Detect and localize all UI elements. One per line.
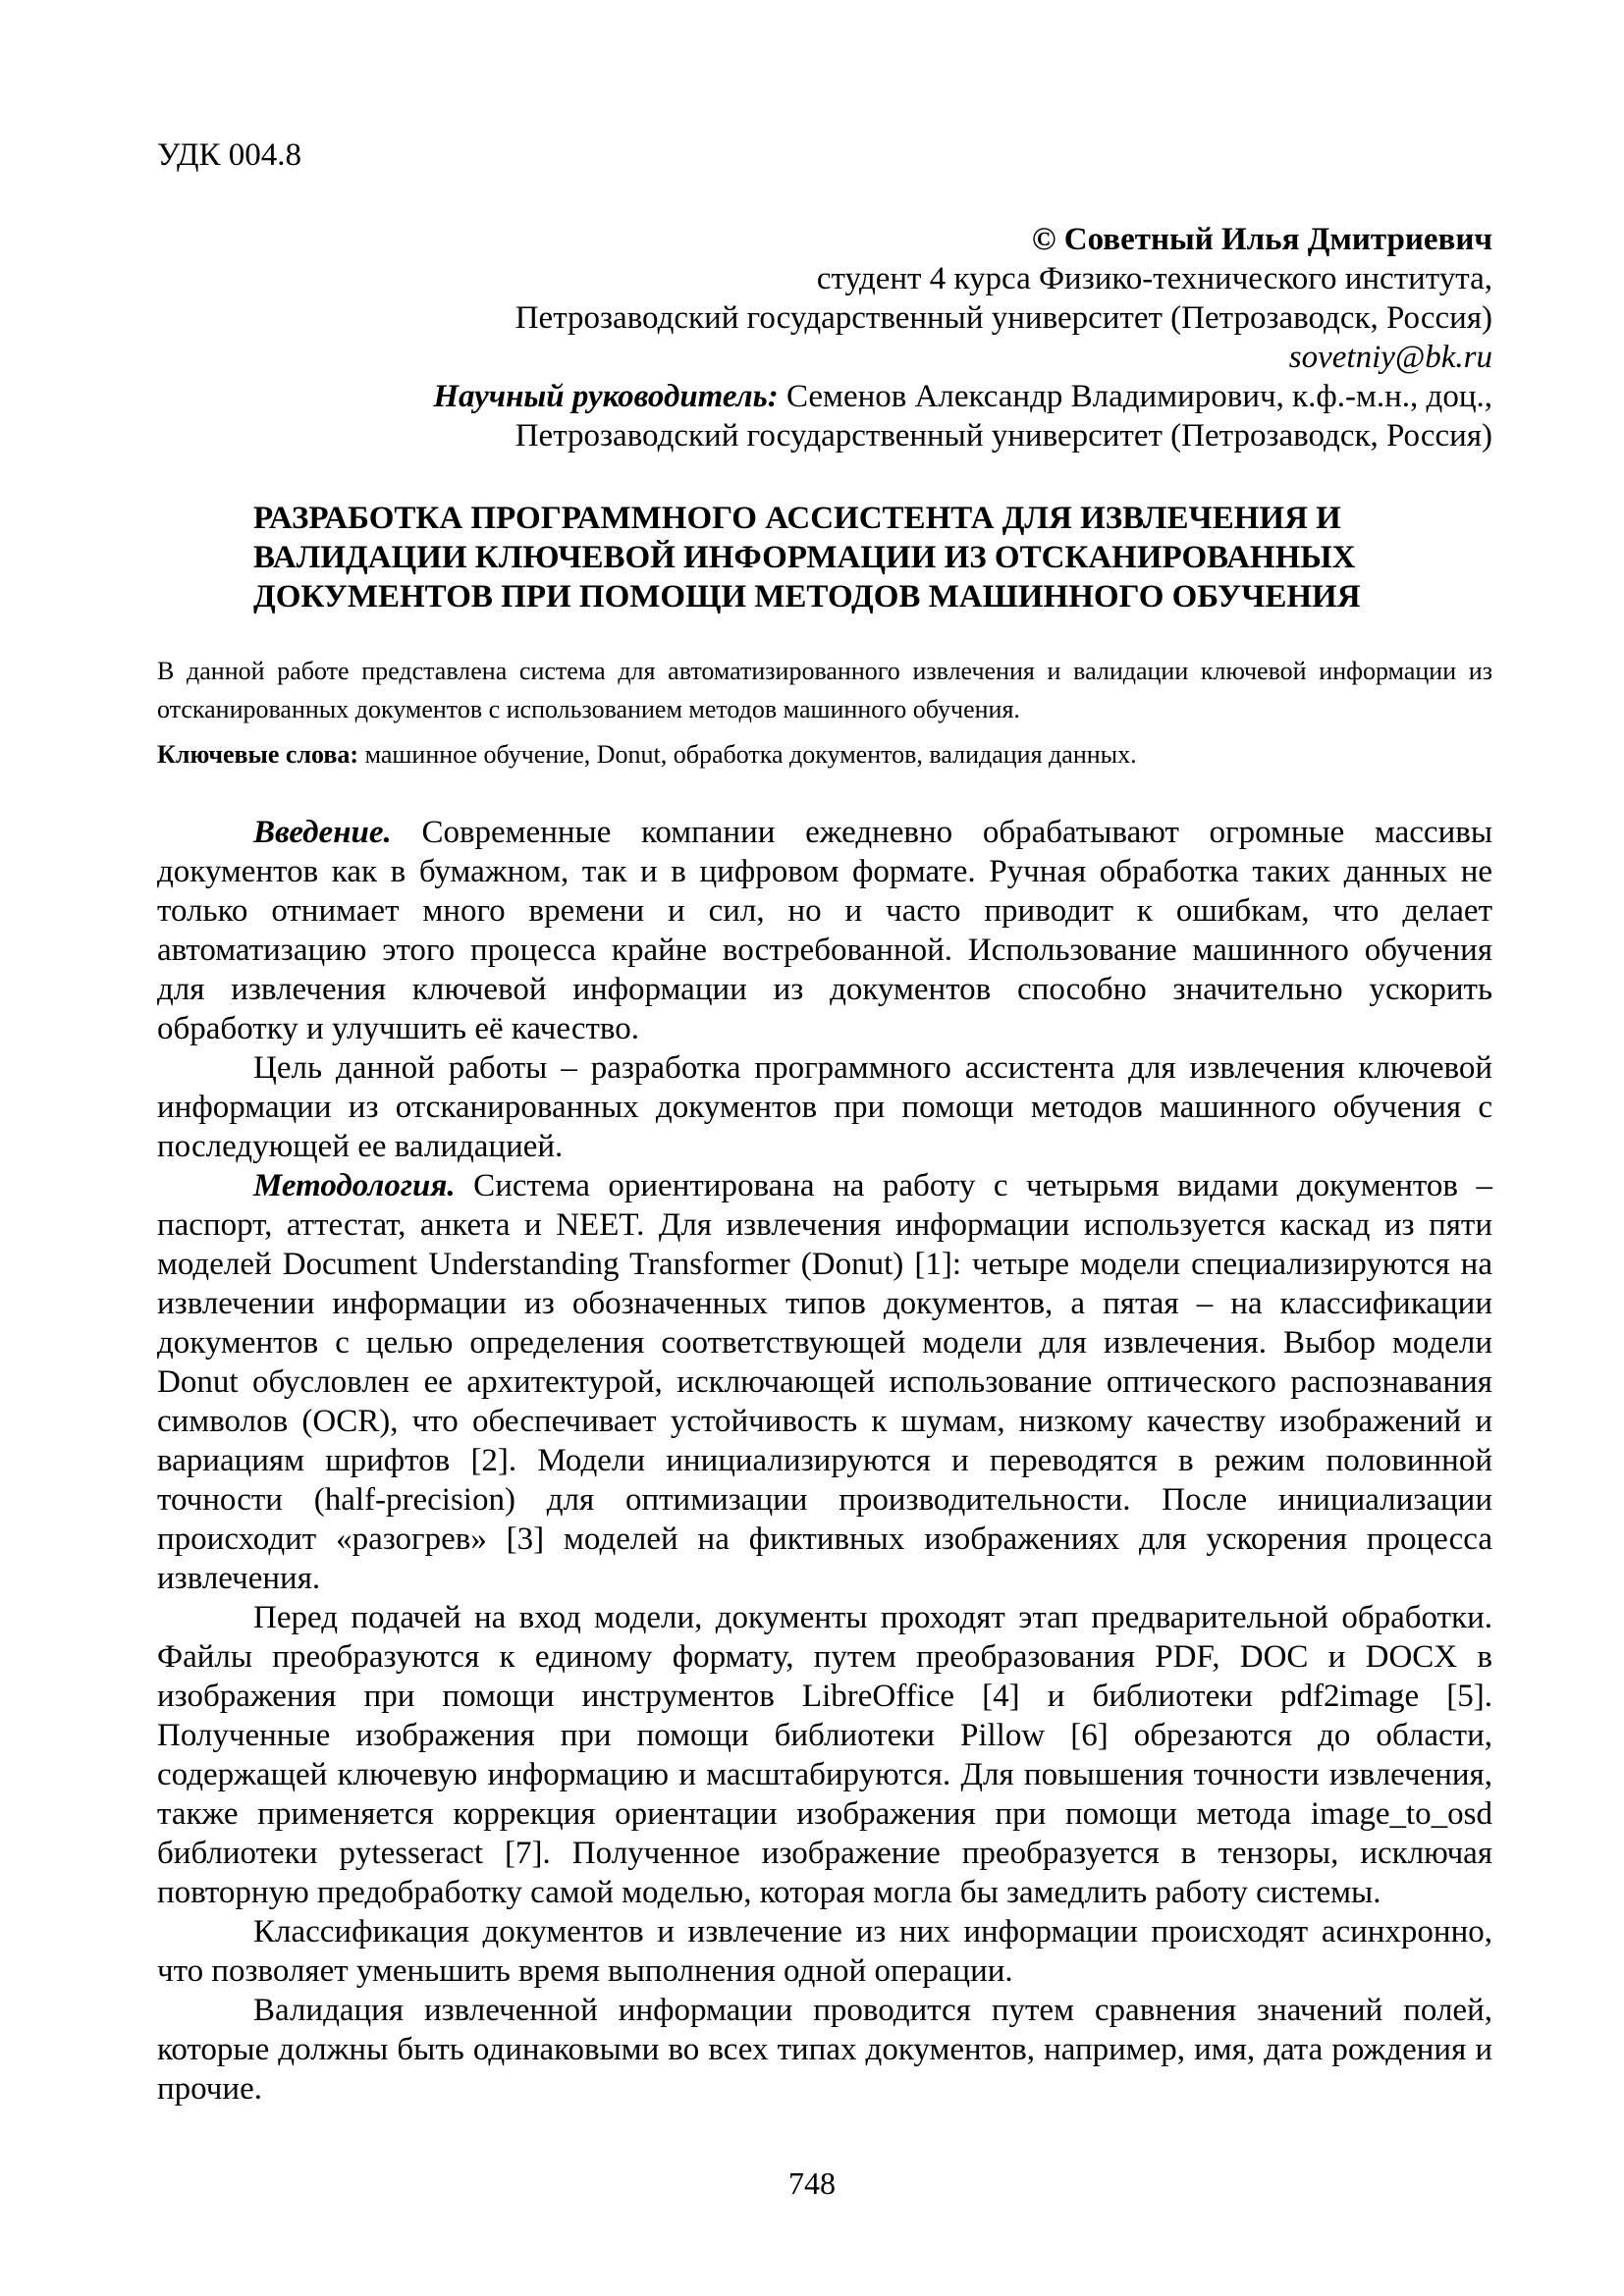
advisor-line (157, 377, 1492, 416)
author-affiliation-line: Петрозаводский государственный университет (Петрозаводск, Россия) (514, 300, 1492, 336)
paragraph-lead: Введение. (253, 815, 392, 850)
author-block (157, 220, 1492, 455)
paper-title: РАЗРАБОТКА ПРОГРАММНОГО АССИСТЕНТА ДЛЯ ИЗВЛЕЧЕНИЯ И ВАЛИДАЦИИ КЛЮЧЕВОЙ ИНФОРМАЦИИ ИЗ ОТСКАНИРОВАННЫХ ДОКУМЕНТОВ ПРИ ПОМОЩИ МЕТОДОВ МАШИННОГО ОБУЧЕНИЯ (253, 501, 1361, 614)
author-copyright-line: © Советный Илья Дмитриевич (1031, 222, 1492, 257)
paragraph-text: Цель данной работы – разработка программного ассистента для извлечения ключевой информации из отсканированных документов при помощи методов машинного обучения с последующей ее валидацией. (157, 1050, 1492, 1164)
advisor-affiliation-line: Петрозаводский государственный университет (Петрозаводск, Россия) (514, 418, 1492, 454)
keywords-line (157, 735, 1492, 774)
page-number: 748 (788, 2165, 836, 2201)
advisor-label: Научный руководитель: (433, 379, 779, 414)
body-paragraph-validation (157, 1991, 1492, 2109)
paragraph-lead: Методология. (253, 1168, 456, 1203)
body-paragraph-goal (157, 1048, 1492, 1166)
paragraph-text: Перед подачей на вход модели, документы проходят этап предварительной обработки. Файлы преобразуются к единому формату, путем преобразования PDF, DOC и DOCX в изображения при помощи инструментов LibreOffice [4] и библиотеки pdf2image [5]. Полученные изображения при помощи библиотеки Pillow [6] обрезаются до области, содержащей ключевую информацию и масштабируются. Для повышения точности извлечения, также применяется коррекция ориентации изображения при помощи метода image_to_osd библиотеки pytesseract [7]. Полученное изображение преобразуется в тензоры, исключая повторную предобработку самой моделью, которая могла бы замедлить работу системы. (157, 1600, 1492, 1910)
author-role-line: студент 4 курса Физико-технического института, (816, 261, 1492, 296)
paragraph-text: Современные компании ежедневно обрабатывают огромные массивы документов как в бумажном, так и в цифровом формате. Ручная обработка таких данных не только отнимает много времени и сил, но и часто приводит к ошибкам, что делает автоматизацию этого процесса крайне востребованной. Использование машинного обучения для извлечения ключевой информации из документов способно значительно ускорить обработку и улучшить её качество. (157, 815, 1492, 1046)
body-paragraph-methodology (157, 1166, 1492, 1598)
body-paragraph-introduction (157, 813, 1492, 1048)
keywords-label: Ключевые слова: (157, 740, 359, 769)
keywords-text: машинное обучение, Donut, обработка документов, валидация данных. (358, 740, 1137, 769)
paragraph-text: Система ориентирована на работу с четырьмя видами документов – паспорт, аттестат, анкета и NEET. Для извлечения информации используется каскад из пяти моделей Document Understanding Transformer (Donut) [1]: четыре модели специализируются на извлечении информации из обозначенных типов документов, а пятая – на классификации документов с целью определения соответствующей модели для извлечения. Выбор модели Donut обусловлен ее архитектурой, исключающей использование оптического распознавания символов (OCR), что обеспечивает устойчивость к шумам, низкому качеству изображений и вариациям шрифтов [2]. Модели инициализируются и переводятся в режим половинной точности (half-precision) для оптимизации производительности. После инициализации происходит «разогрев» [3] моделей на фиктивных изображениях для ускорения процесса извлечения. (157, 1168, 1492, 1596)
paragraph-text: Классификация документов и извлечение из них информации происходят асинхронно, что позволяет уменьшить время выполнения одной операции. (157, 1914, 1492, 1989)
paragraph-text: Валидация извлеченной информации проводится путем сравнения значений полей, которые должны быть одинаковыми во всех типах документов, например, имя, дата рождения и прочие. (157, 1993, 1492, 2107)
body-paragraph-async (157, 1912, 1492, 1991)
udc-code: УДК 004.8 (157, 137, 302, 173)
author-email: sovetniy@bk.ru (1288, 340, 1492, 375)
page-content (157, 0, 1492, 2109)
body-text (157, 813, 1492, 2109)
advisor-name: Семенов Александр Владимирович, к.ф.-м.н., доц., (778, 379, 1492, 414)
body-paragraph-preprocessing (157, 1598, 1492, 1912)
abstract-text: В данной работе представлена система для автоматизированного извлечения и валидации ключевой информации из отсканированных документов с использованием методов машинного обучения. (157, 657, 1492, 723)
